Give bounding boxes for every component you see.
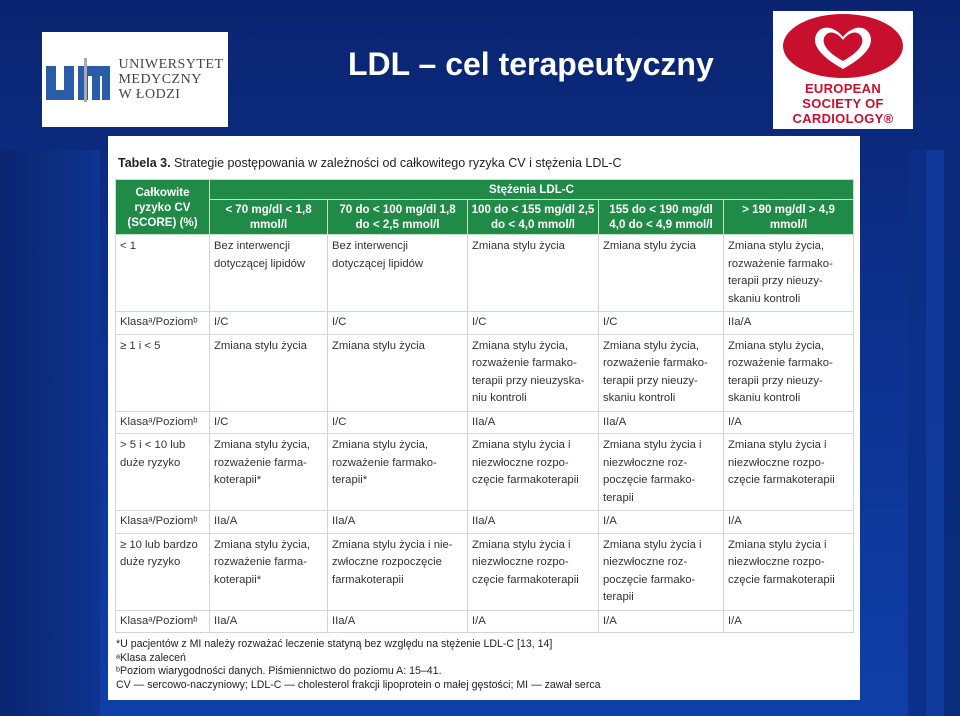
table-cell: I/C	[468, 312, 599, 335]
table-cell: Zmiana stylu życia, rozważenie farmako-terapii przy nieuzyska-niu kontroli	[468, 334, 599, 411]
ldl-column-header: 155 do < 190 mg/dl 4,0 do < 4,9 mmol/l	[599, 200, 724, 235]
table-cell: Zmiana stylu życia i niezwłoczne rozpo-częcie farmakoterapii	[468, 434, 599, 511]
table-cell: I/A	[468, 610, 599, 633]
table-cell: IIa/A	[210, 511, 328, 534]
table-cell: IIa/A	[599, 411, 724, 434]
table-cell: Bez interwencji dotyczącej lipidów	[210, 235, 328, 312]
risk-cell: Klasaᵃ/Poziomᵇ	[116, 610, 210, 633]
ldl-group-header: Stężenia LDL-C	[210, 180, 854, 200]
risk-row	[116, 235, 854, 312]
table-cell: Zmiana stylu życia i niezwłoczne rozpo-częcie farmakoterapii	[724, 434, 854, 511]
table-caption-label: Tabela 3.	[118, 156, 171, 170]
background-band-left	[0, 150, 100, 716]
table-document	[108, 136, 860, 700]
table-cell: I/C	[599, 312, 724, 335]
ldl-column-header: < 70 mg/dl < 1,8 mmol/l	[210, 200, 328, 235]
table-caption	[118, 156, 622, 170]
logo-line-3: W ŁODZI	[118, 87, 181, 102]
risk-cell: Klasaᵃ/Poziomᵇ	[116, 312, 210, 335]
table-cell: Zmiana stylu życia i niezwłoczne roz-poczęcie farmako-terapii	[599, 533, 724, 610]
class-level-row	[116, 312, 854, 335]
class-level-row	[116, 511, 854, 534]
table-cell: Zmiana stylu życia i niezwłoczne rozpo-częcie farmakoterapii	[724, 533, 854, 610]
risk-cell: ≥ 10 lub bardzo duże ryzyko	[116, 533, 210, 610]
heart-icon	[773, 11, 913, 81]
table-cell: Zmiana stylu życia, rozważenie farmako-terapii przy nieuzy-skaniu kontroli	[724, 235, 854, 312]
logo-line-2: MEDYCZNY	[118, 72, 202, 87]
table-cell: Zmiana stylu życia i nie-zwłoczne rozpoczęcie farmakoterapii	[328, 533, 468, 610]
university-logo	[42, 32, 228, 127]
table-cell: Zmiana stylu życia, rozważenie farma-koterapii*	[210, 533, 328, 610]
table-cell: I/C	[328, 312, 468, 335]
footnote: *U pacjentów z MI należy rozważać leczenie statyną bez względu na stężenie LDL-C [13, 14]	[116, 638, 553, 650]
table-cell: Zmiana stylu życia	[468, 235, 599, 312]
esc-logo	[773, 11, 913, 129]
table-cell: IIa/A	[210, 610, 328, 633]
risk-header: Całkowite ryzyko CV (SCORE) (%)	[116, 180, 210, 235]
risk-cell: > 5 i < 10 lub duże ryzyko	[116, 434, 210, 511]
table-caption-text: Strategie postępowania w zależności od całkowitego ryzyka CV i stężenia LDL-C	[170, 156, 622, 170]
background-band-right	[908, 150, 960, 716]
ldl-column-header: > 190 mg/dl > 4,9 mmol/l	[724, 200, 854, 235]
table-cell: Zmiana stylu życia i niezwłoczne roz-poczęcie farmako-terapii	[599, 434, 724, 511]
table-footnotes	[116, 638, 601, 692]
footnote: CV — sercowo-naczyniowy; LDL-C — cholesterol frakcji lipoprotein o małej gęstości; MI — zawał serca	[116, 678, 601, 691]
table-cell: I/A	[599, 610, 724, 633]
risk-row	[116, 434, 854, 511]
esc-line-2: SOCIETY OF	[802, 96, 884, 111]
table-cell: Zmiana stylu życia, rozważenie farmako-terapii*	[328, 434, 468, 511]
table-cell: Zmiana stylu życia, rozważenie farmako-terapii przy nieuzy-skaniu kontroli	[724, 334, 854, 411]
table-cell: Zmiana stylu życia, rozważenie farmako-terapii przy nieuzy-skaniu kontroli	[599, 334, 724, 411]
footnote: ᵇPoziom wiarygodności danych. Piśmiennictwo do poziomu A: 15–41.	[116, 665, 442, 677]
table-cell: Zmiana stylu życia	[599, 235, 724, 312]
table-cell: I/A	[724, 511, 854, 534]
table-cell: I/C	[210, 312, 328, 335]
table-cell: I/C	[328, 411, 468, 434]
risk-cell: Klasaᵃ/Poziomᵇ	[116, 511, 210, 534]
table-cell: Zmiana stylu życia, rozważenie farma-koterapii*	[210, 434, 328, 511]
class-level-row	[116, 610, 854, 633]
table-cell: IIa/A	[328, 610, 468, 633]
table-cell: Bez interwencji dotyczącej lipidów	[328, 235, 468, 312]
ldl-strategy-table	[115, 179, 854, 633]
table-cell: IIa/A	[724, 312, 854, 335]
table-cell: IIa/A	[468, 411, 599, 434]
table-cell: I/A	[724, 610, 854, 633]
footnote: ᵃKlasa zaleceń	[116, 651, 186, 664]
risk-cell: < 1	[116, 235, 210, 312]
table-cell: Zmiana stylu życia	[328, 334, 468, 411]
ldl-column-header: 100 do < 155 mg/dl 2,5 do < 4,0 mmol/l	[468, 200, 599, 235]
slide-title: LDL – cel terapeutyczny	[348, 46, 714, 82]
table-cell: Zmiana stylu życia	[210, 334, 328, 411]
table-cell: IIa/A	[468, 511, 599, 534]
table-cell: I/A	[599, 511, 724, 534]
class-level-row	[116, 411, 854, 434]
um-logo-icon	[46, 56, 110, 104]
logo-line-1: UNIWERSYTET	[118, 57, 224, 72]
esc-line-1: EUROPEAN	[804, 81, 882, 96]
risk-row	[116, 533, 854, 610]
table-cell: Zmiana stylu życia i niezwłoczne rozpo-częcie farmakoterapii	[468, 533, 599, 610]
ldl-column-header: 70 do < 100 mg/dl 1,8 do < 2,5 mmol/l	[328, 200, 468, 235]
table-cell: I/A	[724, 411, 854, 434]
esc-line-3: CARDIOLOGY®	[792, 111, 894, 126]
risk-row	[116, 334, 854, 411]
table-cell: IIa/A	[328, 511, 468, 534]
table-cell: I/C	[210, 411, 328, 434]
risk-cell: ≥ 1 i < 5	[116, 334, 210, 411]
risk-cell: Klasaᵃ/Poziomᵇ	[116, 411, 210, 434]
